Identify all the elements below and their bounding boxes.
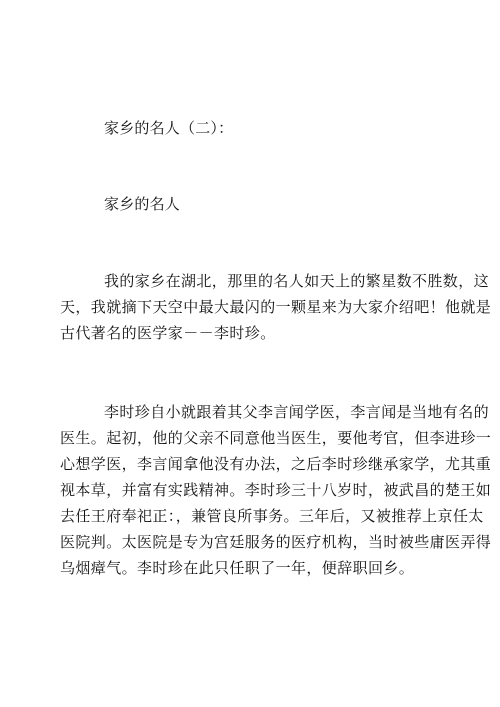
paragraph-line: 李时珍自小就跟着其父李言闻学医，李言闻是当地有名的 xyxy=(104,403,490,421)
heading-title: 家乡的名人（二）： xyxy=(104,119,234,137)
paragraph-line: 医生。起初，他的父亲不同意他当医生，要他考官，但李进珍一 xyxy=(60,429,492,447)
paragraph-line: 视本草，并富有实践精神。李时珍三十八岁时，被武昌的楚王如 xyxy=(60,481,492,499)
paragraph-intro xyxy=(60,268,492,346)
paragraph-line: 天，我就摘下天空中最大最闪的一颗星来为大家介绍吧！他就是 xyxy=(60,298,492,316)
paragraph-line: 心想学医，李言闻拿他没有办法，之后李时珍继承家学，尤其重 xyxy=(60,455,492,473)
paragraph-line: 医院判。太医院是专为宫廷服务的医疗机构，当时被些庸医弄得 xyxy=(60,533,492,551)
paragraph-line: 古代著名的医学家－－李时珍。 xyxy=(60,324,276,342)
paragraph-line: 去任王府奉祀正：，兼管良所事务。三年后，又被推荐上京任太 xyxy=(60,507,484,525)
paragraph-line: 乌烟瘴气。李时珍在此只任职了一年，便辞职回乡。 xyxy=(60,559,415,577)
paragraph-line: 我的家乡在湖北，那里的名人如天上的繁星数不胜数，这 xyxy=(104,272,490,290)
heading-subtitle: 家乡的名人 xyxy=(104,195,181,213)
paragraph-biography xyxy=(60,399,492,581)
